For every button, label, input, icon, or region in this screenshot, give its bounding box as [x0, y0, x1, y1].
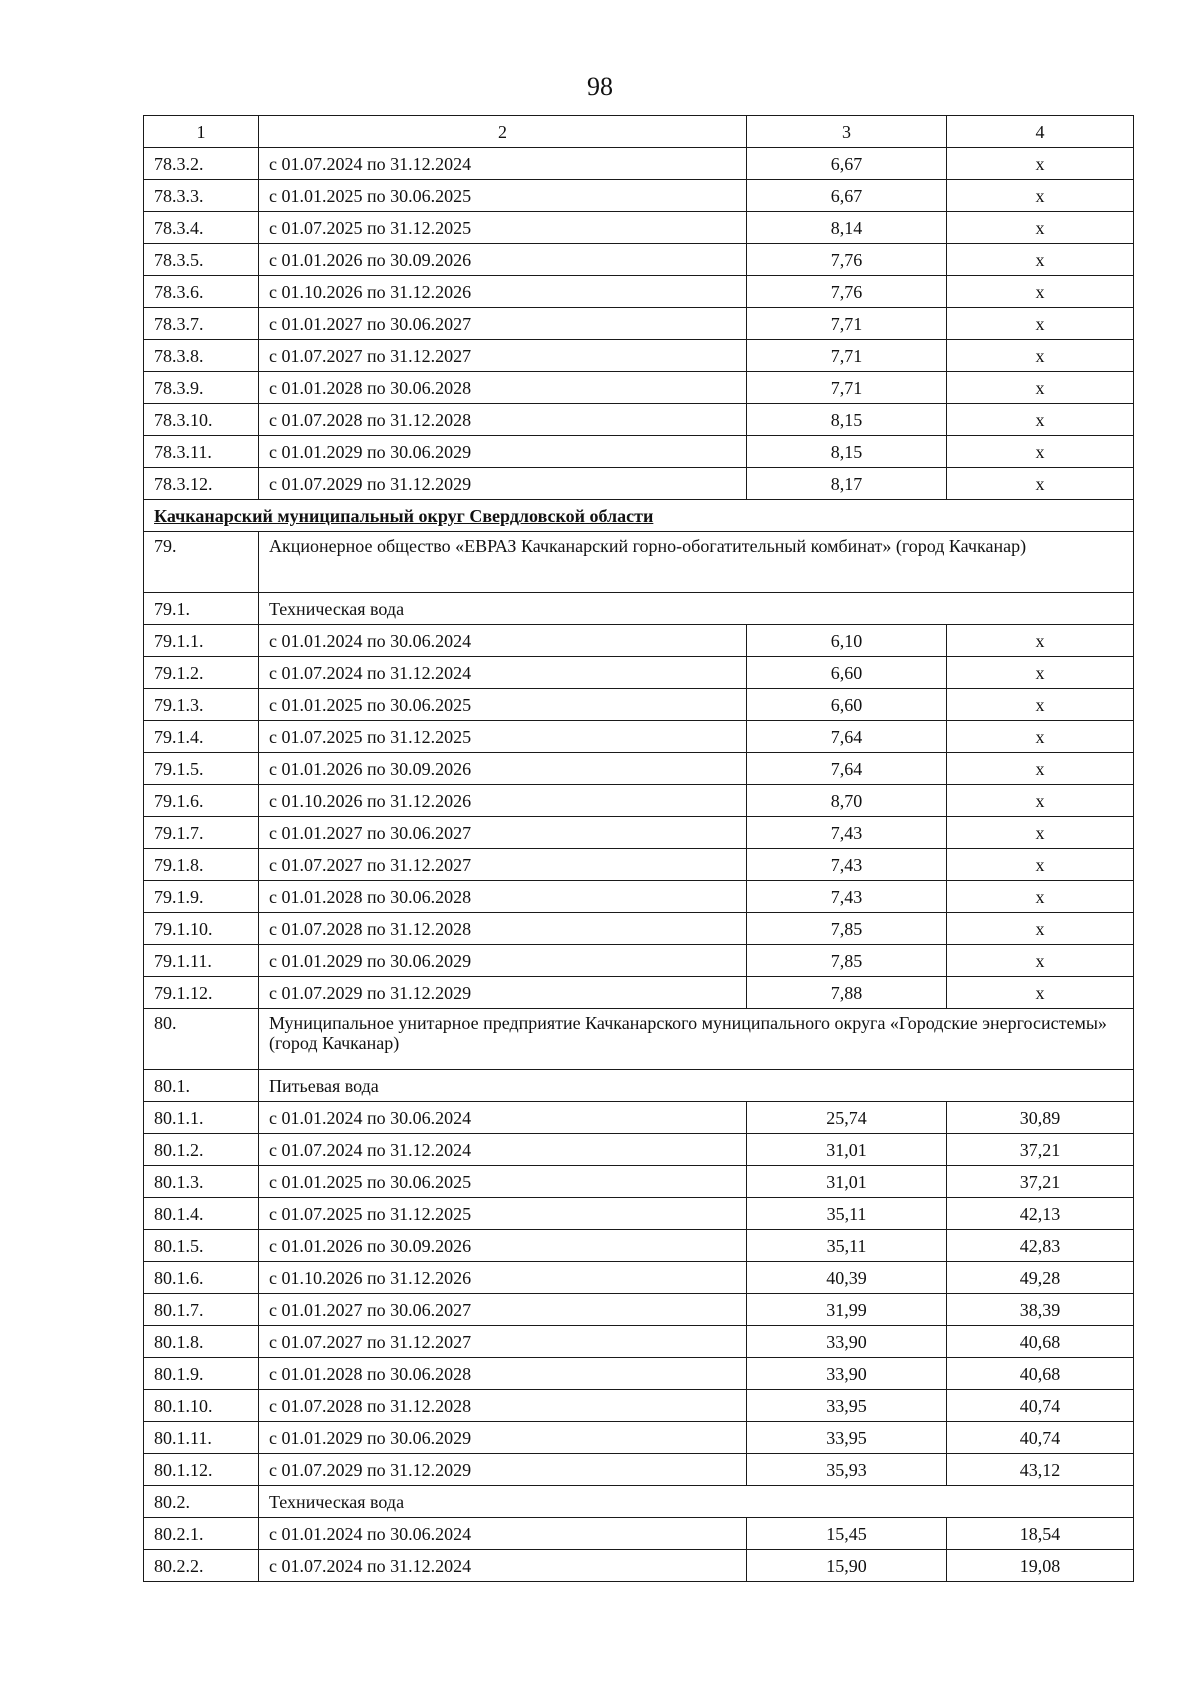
row-period: с 01.07.2025 по 31.12.2025 — [259, 1198, 747, 1230]
row-value-col4: х — [947, 881, 1134, 913]
table-row — [144, 785, 1134, 817]
row-number: 80.1.6. — [144, 1262, 259, 1294]
table-row — [144, 1454, 1134, 1486]
table-row — [144, 881, 1134, 913]
row-value-col4: х — [947, 817, 1134, 849]
row-period: с 01.10.2026 по 31.12.2026 — [259, 1262, 747, 1294]
row-period: с 01.07.2025 по 31.12.2025 — [259, 212, 747, 244]
row-value-col4: х — [947, 785, 1134, 817]
service-name: Техническая вода — [259, 1486, 1134, 1518]
row-number: 80.1.10. — [144, 1390, 259, 1422]
row-number: 79.1.9. — [144, 881, 259, 913]
row-number: 80.1.3. — [144, 1166, 259, 1198]
row-number: 79.1.1. — [144, 625, 259, 657]
row-value-col4: 42,83 — [947, 1230, 1134, 1262]
row-period: с 01.01.2028 по 30.06.2028 — [259, 1358, 747, 1390]
row-number: 80.2.2. — [144, 1550, 259, 1582]
row-number: 79.1.3. — [144, 689, 259, 721]
row-value-col3: 33,90 — [747, 1326, 947, 1358]
row-number: 78.3.2. — [144, 148, 259, 180]
service-group-row — [144, 1070, 1134, 1102]
table-row — [144, 849, 1134, 881]
row-value-col4: х — [947, 276, 1134, 308]
row-number: 80.1.4. — [144, 1198, 259, 1230]
row-value-col4: х — [947, 689, 1134, 721]
table-row — [144, 340, 1134, 372]
row-value-col3: 15,45 — [747, 1518, 947, 1550]
row-value-col3: 6,10 — [747, 625, 947, 657]
row-value-col4: х — [947, 148, 1134, 180]
row-value-col3: 7,43 — [747, 849, 947, 881]
row-value-col4: х — [947, 977, 1134, 1009]
row-period: с 01.07.2027 по 31.12.2027 — [259, 1326, 747, 1358]
table-row — [144, 753, 1134, 785]
row-period: с 01.07.2027 по 31.12.2027 — [259, 340, 747, 372]
row-number: 80.1.9. — [144, 1358, 259, 1390]
table-row — [144, 1230, 1134, 1262]
table-header-row — [144, 116, 1134, 148]
tariff-table — [143, 115, 1134, 1582]
row-value-col4: 40,68 — [947, 1358, 1134, 1390]
row-number: 79.1.5. — [144, 753, 259, 785]
row-value-col3: 25,74 — [747, 1102, 947, 1134]
row-value-col3: 31,01 — [747, 1166, 947, 1198]
row-value-col4: х — [947, 913, 1134, 945]
row-value-col3: 35,11 — [747, 1198, 947, 1230]
table-row — [144, 1134, 1134, 1166]
table-row — [144, 1422, 1134, 1454]
row-period: с 01.01.2028 по 30.06.2028 — [259, 881, 747, 913]
table-row — [144, 817, 1134, 849]
row-value-col3: 7,88 — [747, 977, 947, 1009]
row-period: с 01.01.2024 по 30.06.2024 — [259, 1518, 747, 1550]
row-number: 79.1. — [144, 593, 259, 625]
row-value-col4: 49,28 — [947, 1262, 1134, 1294]
row-number: 80.1.5. — [144, 1230, 259, 1262]
table-row — [144, 977, 1134, 1009]
row-period: с 01.01.2026 по 30.09.2026 — [259, 753, 747, 785]
row-period: с 01.07.2029 по 31.12.2029 — [259, 1454, 747, 1486]
row-value-col3: 6,67 — [747, 148, 947, 180]
row-value-col3: 7,85 — [747, 945, 947, 977]
row-period: с 01.01.2025 по 30.06.2025 — [259, 1166, 747, 1198]
table-row — [144, 1102, 1134, 1134]
row-value-col4: 30,89 — [947, 1102, 1134, 1134]
row-value-col3: 8,14 — [747, 212, 947, 244]
row-period: с 01.07.2027 по 31.12.2027 — [259, 849, 747, 881]
row-value-col3: 40,39 — [747, 1262, 947, 1294]
page-number: 98 — [587, 72, 613, 101]
row-period: с 01.10.2026 по 31.12.2026 — [259, 276, 747, 308]
row-value-col3: 7,64 — [747, 721, 947, 753]
service-group-row — [144, 593, 1134, 625]
row-value-col4: х — [947, 244, 1134, 276]
row-period: с 01.07.2028 по 31.12.2028 — [259, 404, 747, 436]
row-number: 78.3.9. — [144, 372, 259, 404]
row-period: с 01.01.2024 по 30.06.2024 — [259, 1102, 747, 1134]
row-number: 79.1.7. — [144, 817, 259, 849]
row-period: с 01.01.2027 по 30.06.2027 — [259, 308, 747, 340]
row-number: 78.3.8. — [144, 340, 259, 372]
row-value-col3: 8,17 — [747, 468, 947, 500]
table-row — [144, 404, 1134, 436]
table-row — [144, 372, 1134, 404]
row-value-col4: х — [947, 436, 1134, 468]
row-value-col4: х — [947, 340, 1134, 372]
row-period: с 01.01.2024 по 30.06.2024 — [259, 625, 747, 657]
row-value-col4: х — [947, 945, 1134, 977]
table-row — [144, 212, 1134, 244]
row-period: с 01.07.2024 по 31.12.2024 — [259, 148, 747, 180]
header-cell-col3: 3 — [747, 116, 947, 148]
row-number: 79.1.2. — [144, 657, 259, 689]
row-value-col3: 6,67 — [747, 180, 947, 212]
row-number: 80.1.11. — [144, 1422, 259, 1454]
row-value-col3: 33,90 — [747, 1358, 947, 1390]
row-value-col3: 7,43 — [747, 817, 947, 849]
row-period: с 01.10.2026 по 31.12.2026 — [259, 785, 747, 817]
row-number: 80.1.7. — [144, 1294, 259, 1326]
table-row — [144, 1358, 1134, 1390]
row-value-col4: 40,74 — [947, 1422, 1134, 1454]
row-period: с 01.07.2024 по 31.12.2024 — [259, 657, 747, 689]
row-value-col4: х — [947, 657, 1134, 689]
header-cell-col2: 2 — [259, 116, 747, 148]
section-heading-row — [144, 500, 1134, 532]
row-number: 80.1.8. — [144, 1326, 259, 1358]
table-row — [144, 657, 1134, 689]
row-value-col4: х — [947, 849, 1134, 881]
table-row — [144, 1326, 1134, 1358]
row-value-col4: х — [947, 753, 1134, 785]
table-row — [144, 689, 1134, 721]
row-number: 79.1.8. — [144, 849, 259, 881]
row-value-col3: 7,71 — [747, 340, 947, 372]
row-value-col3: 35,93 — [747, 1454, 947, 1486]
service-group-row — [144, 1486, 1134, 1518]
row-number: 79.1.6. — [144, 785, 259, 817]
section-heading: Качканарский муниципальный округ Свердловской области — [144, 500, 1134, 532]
row-value-col4: х — [947, 180, 1134, 212]
row-value-col4: 43,12 — [947, 1454, 1134, 1486]
table-row — [144, 1294, 1134, 1326]
row-number: 78.3.7. — [144, 308, 259, 340]
row-number: 78.3.5. — [144, 244, 259, 276]
row-value-col4: х — [947, 468, 1134, 500]
table-row — [144, 913, 1134, 945]
row-period: с 01.01.2025 по 30.06.2025 — [259, 180, 747, 212]
row-number: 80.1.1. — [144, 1102, 259, 1134]
row-value-col4: х — [947, 625, 1134, 657]
row-number: 78.3.12. — [144, 468, 259, 500]
row-value-col3: 15,90 — [747, 1550, 947, 1582]
row-number: 79.1.10. — [144, 913, 259, 945]
row-value-col4: х — [947, 721, 1134, 753]
row-value-col4: 37,21 — [947, 1134, 1134, 1166]
row-period: с 01.07.2024 по 31.12.2024 — [259, 1550, 747, 1582]
row-value-col3: 6,60 — [747, 689, 947, 721]
row-value-col3: 31,01 — [747, 1134, 947, 1166]
row-number: 79. — [144, 532, 259, 593]
organization-row — [144, 1009, 1134, 1070]
row-value-col3: 35,11 — [747, 1230, 947, 1262]
table-row — [144, 180, 1134, 212]
row-value-col4: 37,21 — [947, 1166, 1134, 1198]
row-number: 79.1.4. — [144, 721, 259, 753]
row-number: 79.1.12. — [144, 977, 259, 1009]
row-period: с 01.01.2025 по 30.06.2025 — [259, 689, 747, 721]
table-row — [144, 308, 1134, 340]
table-row — [144, 1166, 1134, 1198]
table-row — [144, 1518, 1134, 1550]
row-number: 80.1. — [144, 1070, 259, 1102]
row-number: 78.3.10. — [144, 404, 259, 436]
row-value-col4: х — [947, 404, 1134, 436]
row-value-col4: 38,39 — [947, 1294, 1134, 1326]
table-row — [144, 1262, 1134, 1294]
row-number: 80.1.2. — [144, 1134, 259, 1166]
header-cell-col4: 4 — [947, 116, 1134, 148]
row-period: с 01.07.2028 по 31.12.2028 — [259, 1390, 747, 1422]
row-value-col3: 7,76 — [747, 276, 947, 308]
row-number: 80.2. — [144, 1486, 259, 1518]
table-row — [144, 1390, 1134, 1422]
row-value-col4: 19,08 — [947, 1550, 1134, 1582]
row-value-col3: 8,70 — [747, 785, 947, 817]
row-number: 80. — [144, 1009, 259, 1070]
service-name: Питьевая вода — [259, 1070, 1134, 1102]
row-period: с 01.07.2024 по 31.12.2024 — [259, 1134, 747, 1166]
row-period: с 01.01.2026 по 30.09.2026 — [259, 1230, 747, 1262]
row-value-col4: 18,54 — [947, 1518, 1134, 1550]
tariff-table-body — [144, 116, 1134, 1582]
row-period: с 01.01.2027 по 30.06.2027 — [259, 817, 747, 849]
row-value-col4: 42,13 — [947, 1198, 1134, 1230]
row-number: 78.3.11. — [144, 436, 259, 468]
table-row — [144, 244, 1134, 276]
table-row — [144, 1550, 1134, 1582]
table-row — [144, 721, 1134, 753]
row-value-col3: 33,95 — [747, 1422, 947, 1454]
row-period: с 01.01.2028 по 30.06.2028 — [259, 372, 747, 404]
table-row — [144, 468, 1134, 500]
row-value-col4: 40,74 — [947, 1390, 1134, 1422]
row-value-col4: х — [947, 308, 1134, 340]
row-period: с 01.01.2029 по 30.06.2029 — [259, 1422, 747, 1454]
row-period: с 01.07.2025 по 31.12.2025 — [259, 721, 747, 753]
row-period: с 01.01.2026 по 30.09.2026 — [259, 244, 747, 276]
row-value-col3: 7,76 — [747, 244, 947, 276]
table-row — [144, 1198, 1134, 1230]
row-period: с 01.01.2029 по 30.06.2029 — [259, 945, 747, 977]
row-value-col3: 8,15 — [747, 404, 947, 436]
row-value-col3: 6,60 — [747, 657, 947, 689]
row-value-col3: 31,99 — [747, 1294, 947, 1326]
row-period: с 01.07.2028 по 31.12.2028 — [259, 913, 747, 945]
row-number: 80.2.1. — [144, 1518, 259, 1550]
table-row — [144, 945, 1134, 977]
row-value-col3: 7,85 — [747, 913, 947, 945]
row-value-col3: 7,71 — [747, 372, 947, 404]
row-value-col4: 40,68 — [947, 1326, 1134, 1358]
row-value-col4: х — [947, 372, 1134, 404]
organization-row — [144, 532, 1134, 593]
table-row — [144, 148, 1134, 180]
row-period: с 01.01.2029 по 30.06.2029 — [259, 436, 747, 468]
header-cell-col1: 1 — [144, 116, 259, 148]
row-value-col3: 7,71 — [747, 308, 947, 340]
row-number: 78.3.3. — [144, 180, 259, 212]
organization-name: Акционерное общество «ЕВРАЗ Качканарский горно-обогатительный комбинат» (город Качканар) — [259, 532, 1134, 593]
row-period: с 01.07.2029 по 31.12.2029 — [259, 468, 747, 500]
row-period: с 01.01.2027 по 30.06.2027 — [259, 1294, 747, 1326]
row-value-col3: 7,43 — [747, 881, 947, 913]
row-value-col3: 7,64 — [747, 753, 947, 785]
organization-name: Муниципальное унитарное предприятие Качканарского муниципального округа «Городские энергосистемы» (город Качканар) — [259, 1009, 1134, 1070]
service-name: Техническая вода — [259, 593, 1134, 625]
row-number: 78.3.4. — [144, 212, 259, 244]
row-period: с 01.07.2029 по 31.12.2029 — [259, 977, 747, 1009]
table-row — [144, 436, 1134, 468]
row-value-col3: 8,15 — [747, 436, 947, 468]
row-number: 79.1.11. — [144, 945, 259, 977]
table-row — [144, 276, 1134, 308]
table-row — [144, 625, 1134, 657]
row-value-col3: 33,95 — [747, 1390, 947, 1422]
row-number: 78.3.6. — [144, 276, 259, 308]
row-number: 80.1.12. — [144, 1454, 259, 1486]
row-value-col4: х — [947, 212, 1134, 244]
